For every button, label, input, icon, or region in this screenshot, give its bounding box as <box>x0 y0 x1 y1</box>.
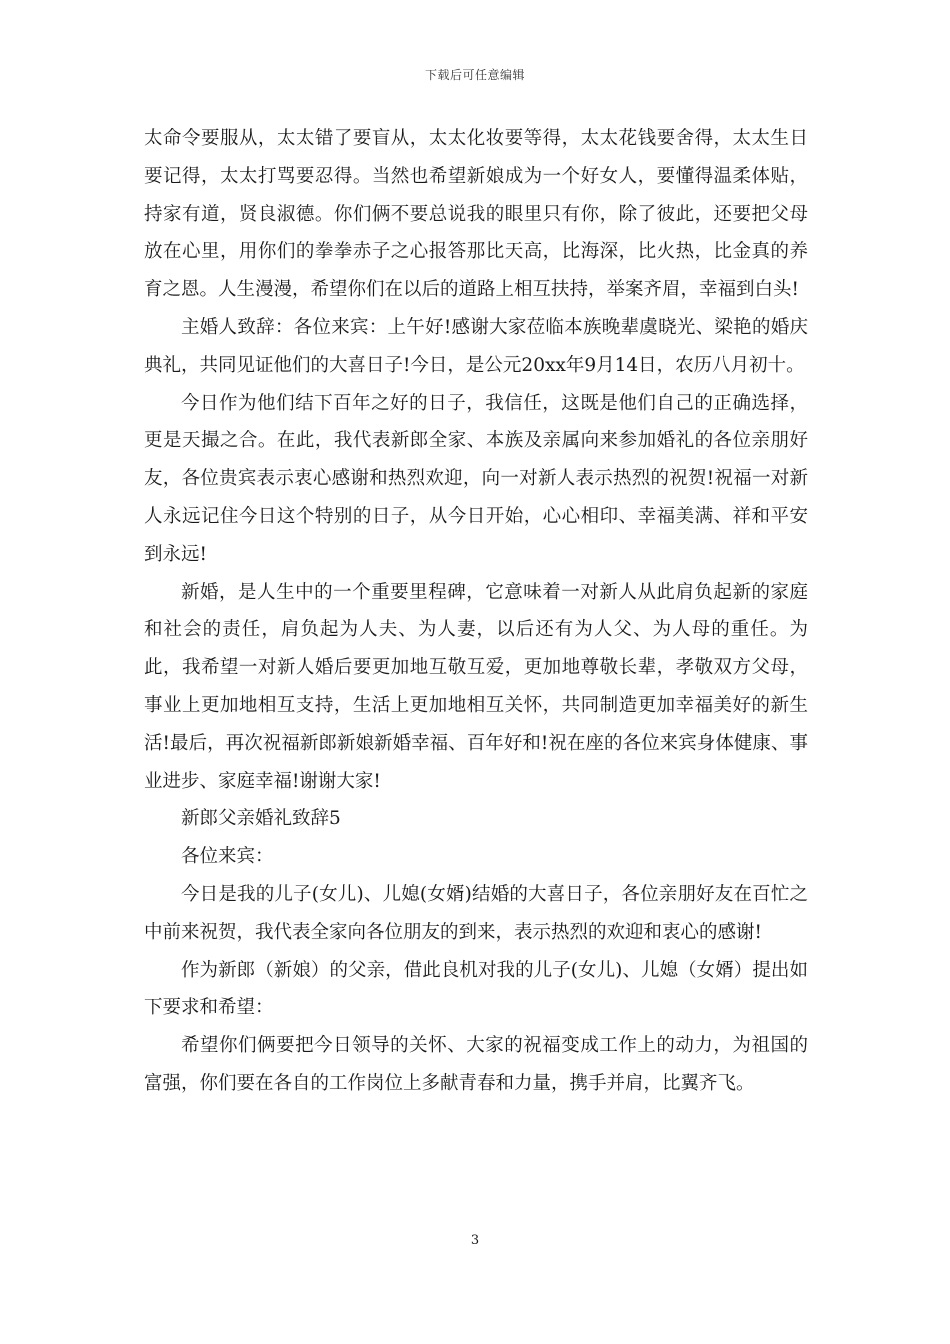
paragraph-1: 太命令要服从，太太错了要盲从，太太化妆要等得，太太花钱要舍得，太太生日要记得，太太打骂要忍得。当然也希望新娘成为一个好女人，要懂得温柔体贴，持家有道，贤良淑德。你们俩不要总说我的眼里只有你，除了彼此，还要把父母放在心里，用你们的拳拳赤子之心报答那比天高，比海深，比火热，比金真的养育之恩。人生漫漫，希望你们在以后的道路上相互扶持，举案齐眉，幸福到白头! <box>144 128 808 301</box>
paragraph-2: 主婚人致辞：各位来宾：上午好!感谢大家莅临本族晚辈虞晓光、梁艳的婚庆典礼，共同见证他们的大喜日子!今日，是公元20xx年9月14日，农历八月初十。 <box>144 316 808 376</box>
section-heading: 新郎父亲婚礼致辞5 <box>181 808 341 830</box>
page-number: 3 <box>470 1233 480 1248</box>
page-header-note: 下载后可任意编辑 <box>424 68 525 82</box>
paragraph-7: 今日是我的儿子(女儿)、儿媳(女婿)结婚的大喜日子，各位亲朋好友在百忙之中前来祝贺，我代表全家向各位朋友的到来，表示热烈的欢迎和衷心的感谢! <box>144 883 808 943</box>
salutation: 各位来宾： <box>181 846 274 868</box>
paragraph-4: 新婚，是人生中的一个重要里程碑，它意味着一对新人从此肩负起新的家庭和社会的责任，肩负起为人夫、为人妻，以后还有为人父、为人母的重任。为此，我希望一对新人婚后要更加地互敬互爱，更加地尊敬长辈，孝敬双方父母，事业上更加地相互支持，生活上更加地相互关怀，共同制造更加幸福美好的新生活!最后，再次祝福新郎新娘新婚幸福、百年好和!祝在座的各位来宾身体健康、事业进步、家庭幸福!谢谢大家! <box>144 581 808 792</box>
paragraph-8: 作为新郎（新娘）的父亲，借此良机对我的儿子(女儿)、儿媳（女婿）提出如下要求和希望： <box>144 959 808 1019</box>
paragraph-3: 今日作为他们结下百年之好的日子，我信任，这既是他们自己的正确选择，更是天撮之合。在此，我代表新郎全家、本族及亲属向来参加婚礼的各位亲朋好友，各位贵宾表示衷心感谢和热烈欢迎，向一对新人表示热烈的祝贺!祝福一对新人永远记住今日这个特别的日子，从今日开始，心心相印、幸福美满、祥和平安到永远! <box>144 392 808 565</box>
paragraph-9: 希望你们俩要把今日领导的关怀、大家的祝福变成工作上的动力，为祖国的富强，你们要在各自的工作岗位上多献青春和力量，携手并肩，比翼齐飞。 <box>144 1035 808 1094</box>
document-body <box>144 120 808 1103</box>
